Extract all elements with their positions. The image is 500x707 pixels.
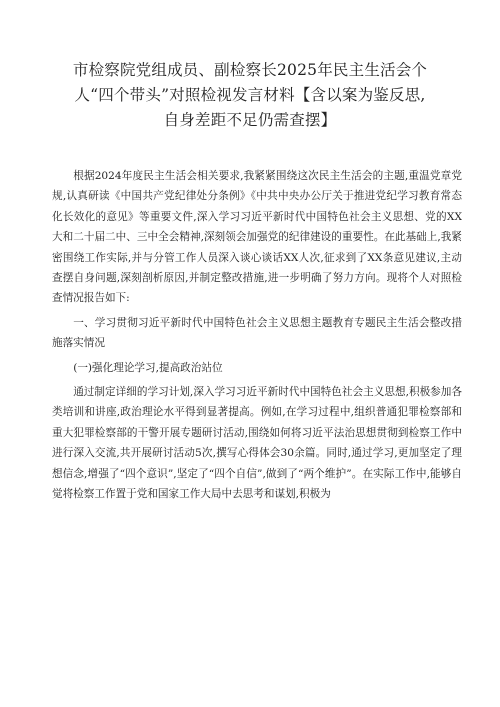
body-paragraph: 通过制定详细的学习计划,深入学习习近平新时代中国特色社会主义思想,积极参加各类培训和讲座,政治理论水平得到显著提高。例如,在学习过程中,组织普通犯罪检察部和重大犯罪检察部的干警开展专题研讨活动,围绕如何将习近平法治思想贯彻到检察工作中进行深入交流,共开展研讨活动5次,撰写心得体会30余篇。同时,通过学习,更加坚定了理想信念,增强了“四个意识”,坚定了“四个自信”,做到了“两个维护”。在实际工作中,能够自觉将检察工作置于党和国家工作大局中去思考和谋划,积极为 bbox=[52, 386, 462, 501]
title-line: 市检察院党组成员、副检察长2025年民主生活会个 bbox=[72, 61, 428, 79]
document-body bbox=[52, 166, 462, 505]
subsection-heading: (一)强化理论学习,提高政治站位 bbox=[73, 361, 223, 374]
intro-paragraph: 根据2024年度民主生活会相关要求,我紧紧围绕这次民主生活会的主题,重温党章党规,认真研读《中国共产党纪律处分条例》《中共中央办公厅关于推进党纪学习教育常态化长效化的意见》等重要文件,深入学习习近平新时代中国特色社会主义思想、党的XX大和二十届二中、三中全会精神,深刻领会加强党的纪律建设的重要性。在此基础上,我紧密围绕工作实际,并与分管工作人员深入谈心谈话XX人次,征求到了XX条意见建议,主动查摆自身问题,深刻剖析原因,并制定整改措施,进一步明确了努力方向。现将个人对照检查情况报告如下: bbox=[52, 170, 462, 305]
title-line: 人“四个带头”对照检视发言材料【含以案为鉴反思, bbox=[74, 86, 426, 104]
title-line: 自身差距不足仍需查摆】 bbox=[163, 111, 337, 129]
document-title bbox=[60, 58, 440, 133]
section-heading: 一、学习贯彻习近平新时代中国特色社会主义思想主题教育专题民主生活会整改措施落实情况 bbox=[52, 316, 462, 350]
